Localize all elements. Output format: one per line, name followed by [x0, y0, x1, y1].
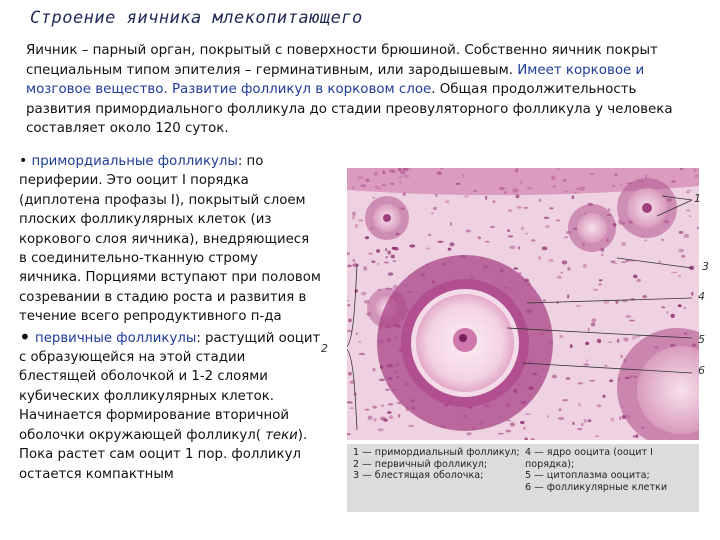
primary-follicles-term: первичные фолликулы — [35, 330, 197, 346]
intro-text-2: . Общая продолжительность развития примордиального фолликула до стадии преовуляторного фолликула у человека составляет около 120 суток. — [26, 82, 673, 136]
primordial-follicles-item — [19, 152, 321, 327]
caption-col-1 — [353, 447, 520, 482]
follicle-descriptions — [19, 152, 321, 484]
caption-item: 5 — цитоплазма ооцита; — [525, 470, 650, 482]
primary-follicles-text: : растущий ооцит с образующейся на этой стадии блестящей оболочкой и 1-2 слоями кубических фолликулярных клеток. Начинается формирование вторичной оболочки окружающей фолликул( — [19, 330, 321, 443]
caption-item: 3 — блестящая оболочка; — [353, 470, 484, 482]
intro-paragraph — [26, 41, 691, 139]
intro-text-1: Яичник – парный орган, покрытый с поверхности брюшиной. Собственно яичник покрыт специальным типом эпителия – герминативным, или зародышевым. — [26, 43, 658, 78]
caption-item: 2 — первичный фолликул; — [353, 458, 488, 470]
bullet: • — [19, 324, 31, 349]
primary-follicles-item — [19, 324, 321, 484]
theca-term: теки — [265, 427, 298, 443]
slide-title: Строение яичника млекопитающего — [30, 8, 363, 28]
ovary-histology-figure — [321, 168, 709, 440]
histology-micrograph — [347, 168, 699, 440]
figure-label-6: 6 — [698, 364, 705, 377]
caption-item: 6 — фолликулярные клетки — [525, 482, 668, 494]
primordial-follicles-term: примордиальные фолликулы — [31, 154, 238, 169]
figure-label-3: 3 — [702, 260, 709, 273]
figure-label-2: 2 — [321, 342, 328, 355]
caption-item: 1 — примордиальный фолликул; — [353, 447, 520, 458]
figure-label-5: 5 — [698, 333, 705, 346]
caption-item: 4 — ядро ооцита (ооцит I порядка); — [525, 447, 653, 470]
caption-col-2 — [525, 447, 699, 494]
figure-label-4: 4 — [698, 290, 705, 303]
primordial-follicles-text: : по периферии. Это ооцит I порядка (диплотена профазы I), покрытый слоем плоских фолликулярных клеток (из коркового слоя яичника), внедряющиеся в соединительно-тканную строму яичника. Порциями вступают при половом созревании в стадию роста и развития в течение всего репродуктивного п-да — [19, 154, 321, 325]
figure-caption — [347, 444, 699, 512]
figure-label-1: 1 — [694, 192, 701, 205]
bullet: • — [19, 153, 28, 169]
primary-follicles-text-end: ). Пока растет сам ооцит 1 пор. фолликул остается компактным — [19, 427, 308, 482]
intro-text-highlight: Имеет корковое и мозговое вещество. Развитие фолликул в корковом слое — [26, 62, 645, 97]
